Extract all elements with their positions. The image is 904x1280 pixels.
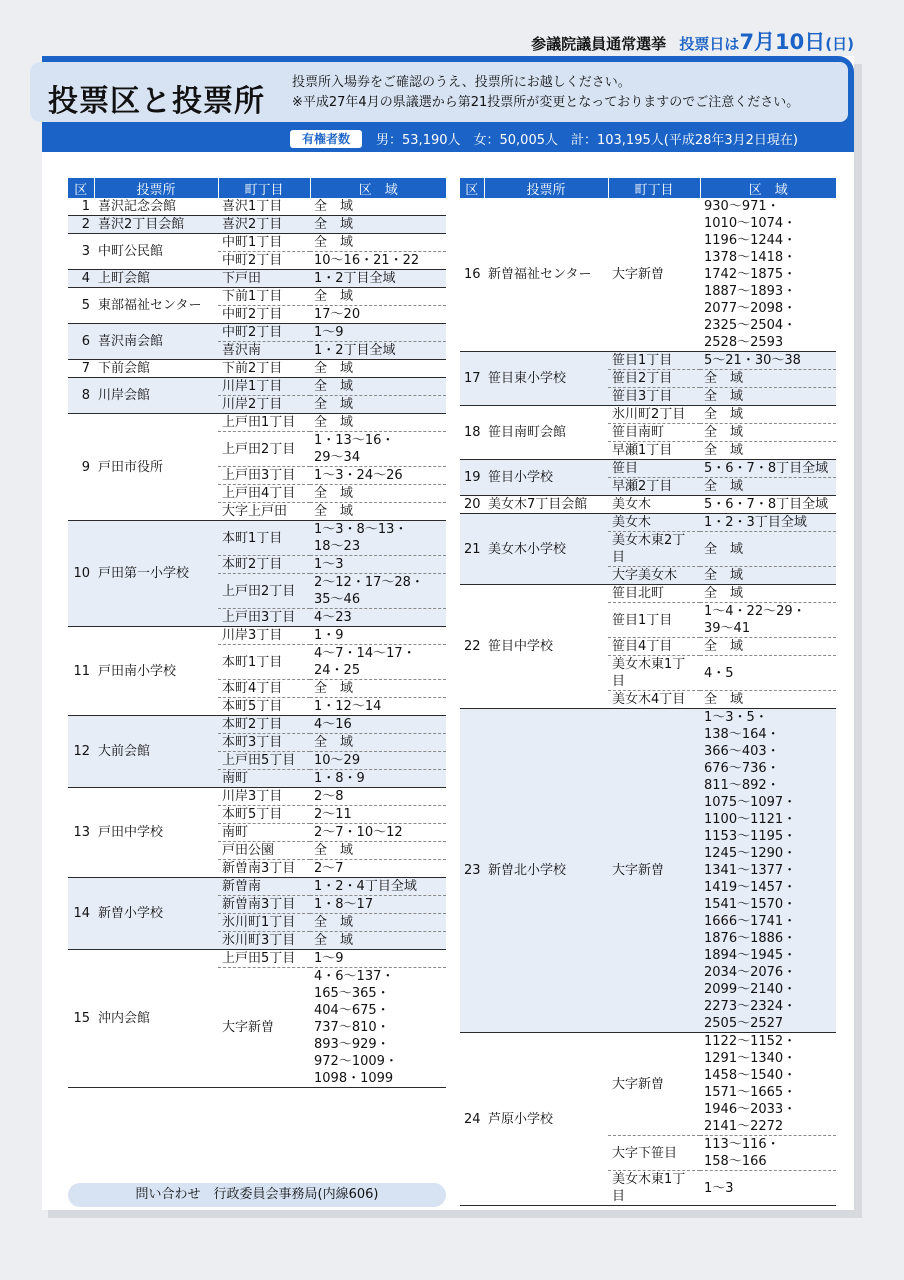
town-name: 中町2丁目 (218, 306, 310, 324)
polling-place: 美女木小学校 (484, 514, 608, 585)
area-range: 1・2丁目全域 (310, 270, 446, 288)
town-name: 川岸3丁目 (218, 788, 310, 806)
col-town: 町丁目 (218, 178, 310, 198)
town-name: 本町1丁目 (218, 645, 310, 680)
district-group (460, 352, 836, 406)
col-place: 投票所 (484, 178, 608, 198)
town-name: 氷川町1丁目 (218, 914, 310, 932)
area-range: 全 域 (310, 734, 446, 752)
area-range: 1～3・8～13・ 18～23 (310, 521, 446, 556)
town-name: 笹目1丁目 (608, 352, 700, 370)
district-number: 16 (460, 198, 484, 352)
area-range: 5・6・7・8丁目全域 (700, 460, 836, 478)
town-name: 早瀬1丁目 (608, 442, 700, 460)
town-name: 美女木 (608, 496, 700, 514)
area-range: 全 域 (310, 288, 446, 306)
district-table-left (68, 178, 446, 1088)
district-number: 17 (460, 352, 484, 406)
col-place: 投票所 (94, 178, 218, 198)
area-range: 2～11 (310, 806, 446, 824)
header-notes (292, 73, 799, 113)
note-line-1: 投票所入場券をご確認のうえ、投票所にお越しください。 (292, 75, 631, 90)
election-name: 参議院議員通常選挙 (531, 35, 667, 53)
district-group (68, 878, 446, 950)
polling-place: 大前会館 (94, 716, 218, 788)
district-number: 11 (68, 627, 94, 716)
town-name: 新曽南3丁目 (218, 896, 310, 914)
area-range: 全 域 (700, 370, 836, 388)
area-range: 1～3 (310, 556, 446, 574)
polling-place: 喜沢記念会館 (94, 198, 218, 216)
area-range: 1～9 (310, 324, 446, 342)
area-range: 1・12～14 (310, 698, 446, 716)
area-range: 4・5 (700, 656, 836, 691)
table-row (68, 378, 446, 396)
district-group (460, 585, 836, 709)
area-range: 全 域 (700, 567, 836, 585)
town-name: 美女木4丁目 (608, 691, 700, 709)
town-name: 笹目2丁目 (608, 370, 700, 388)
town-name: 本町2丁目 (218, 716, 310, 734)
polling-place: 戸田市役所 (94, 414, 218, 521)
town-name: 氷川町3丁目 (218, 932, 310, 950)
area-range: 全 域 (310, 932, 446, 950)
town-name: 本町1丁目 (218, 521, 310, 556)
col-town: 町丁目 (608, 178, 700, 198)
polling-place: 新曽小学校 (94, 878, 218, 950)
area-range: 4～16 (310, 716, 446, 734)
area-range: 全 域 (700, 691, 836, 709)
area-range: 1・9 (310, 627, 446, 645)
election-date (679, 30, 854, 54)
town-name: 本町3丁目 (218, 734, 310, 752)
area-range: 全 域 (700, 442, 836, 460)
area-range: 1・8～17 (310, 896, 446, 914)
town-name: 喜沢2丁目 (218, 216, 310, 234)
polling-place: 沖内会館 (94, 950, 218, 1088)
district-group (460, 406, 836, 460)
district-group (68, 716, 446, 788)
right-table-wrap (460, 178, 836, 1206)
district-group (68, 234, 446, 270)
district-group (68, 627, 446, 716)
town-name: 笹目 (608, 460, 700, 478)
polling-place: 喜沢南会館 (94, 324, 218, 360)
date-weekday: (日) (825, 35, 854, 53)
polling-place: 新曽福祉センター (484, 198, 608, 352)
town-name: 大字新曽 (608, 1033, 700, 1136)
polling-place: 笹目小学校 (484, 460, 608, 496)
table-row (68, 950, 446, 968)
district-number: 5 (68, 288, 94, 324)
polling-place: 笹目中学校 (484, 585, 608, 709)
area-range: 4～23 (310, 609, 446, 627)
area-range: 1・2丁目全域 (310, 342, 446, 360)
area-range: 全 域 (310, 360, 446, 378)
district-group (68, 270, 446, 288)
town-name: 上戸田5丁目 (218, 950, 310, 968)
district-table-right (460, 178, 836, 1206)
district-number: 23 (460, 709, 484, 1033)
area-range: 2～8 (310, 788, 446, 806)
table-row (460, 406, 836, 424)
area-range: 2～7・10～12 (310, 824, 446, 842)
area-range: 930～971・ 1010～1074・ 1196～1244・ 1378～1418・ 1742～1875・ 1887～1893・ 2077～2098・ 2325～2504・ 2528～2593 (700, 198, 836, 352)
district-number: 1 (68, 198, 94, 216)
town-name: 本町4丁目 (218, 680, 310, 698)
area-range: 10～29 (310, 752, 446, 770)
town-name: 上戸田2丁目 (218, 574, 310, 609)
town-name: 上戸田3丁目 (218, 609, 310, 627)
town-name: 下戸田 (218, 270, 310, 288)
table-row (68, 627, 446, 645)
town-name: 本町2丁目 (218, 556, 310, 574)
date-value: 7月10日 (739, 30, 826, 54)
district-number: 20 (460, 496, 484, 514)
town-name: 上戸田2丁目 (218, 432, 310, 467)
district-group (460, 198, 836, 352)
area-range: 全 域 (700, 638, 836, 656)
district-group (68, 950, 446, 1088)
polling-place: 美女木7丁目会館 (484, 496, 608, 514)
town-name: 早瀬2丁目 (608, 478, 700, 496)
district-number: 4 (68, 270, 94, 288)
table-row (460, 514, 836, 532)
voter-count-text: 男：53,190人 女：50,005人 計：103,195人(平成28年3月2日現在) (376, 133, 798, 148)
district-group (460, 460, 836, 496)
table-row (460, 198, 836, 352)
town-name: 大字下笹目 (608, 1136, 700, 1171)
date-prefix: 投票日は (679, 35, 740, 53)
district-group (460, 496, 836, 514)
town-name: 大字新曽 (608, 709, 700, 1033)
voter-count (290, 129, 798, 148)
town-name: 川岸1丁目 (218, 378, 310, 396)
town-name: 大字上戸田 (218, 503, 310, 521)
area-range: 113～116・ 158～166 (700, 1136, 836, 1171)
district-number: 21 (460, 514, 484, 585)
area-range: 全 域 (310, 216, 446, 234)
voter-count-label: 有権者数 (290, 130, 362, 148)
table-row (68, 878, 446, 896)
district-number: 12 (68, 716, 94, 788)
town-name: 本町5丁目 (218, 806, 310, 824)
district-group (68, 216, 446, 234)
area-range: 全 域 (310, 234, 446, 252)
area-range: 1・13～16・ 29～34 (310, 432, 446, 467)
table-row (460, 709, 836, 1033)
area-range: 全 域 (700, 388, 836, 406)
table-row (460, 496, 836, 514)
table-row (68, 521, 446, 556)
area-range: 全 域 (310, 198, 446, 216)
district-number: 8 (68, 378, 94, 414)
table-row (460, 352, 836, 370)
district-group (460, 1033, 836, 1206)
table-row (68, 324, 446, 342)
polling-place: 笹目南町会館 (484, 406, 608, 460)
table-row (460, 1033, 836, 1136)
polling-place: 戸田中学校 (94, 788, 218, 878)
town-name: 氷川町2丁目 (608, 406, 700, 424)
table-row (68, 788, 446, 806)
town-name: 新曽南3丁目 (218, 860, 310, 878)
area-range: 1～3 (700, 1171, 836, 1206)
page-title: 投票区と投票所 (48, 84, 265, 119)
town-name: 笹目南町 (608, 424, 700, 442)
table-row (68, 270, 446, 288)
area-range: 全 域 (700, 406, 836, 424)
area-range: 全 域 (310, 414, 446, 432)
district-number: 14 (68, 878, 94, 950)
area-range: 1・2・4丁目全域 (310, 878, 446, 896)
left-table-wrap (68, 178, 446, 1088)
table-row (68, 288, 446, 306)
col-ku: 区 (68, 178, 94, 198)
district-group (68, 378, 446, 414)
town-name: 大字新曽 (608, 198, 700, 352)
town-name: 本町5丁目 (218, 698, 310, 716)
town-name: 上戸田5丁目 (218, 752, 310, 770)
polling-place: 新曽北小学校 (484, 709, 608, 1033)
polling-place: 喜沢2丁目会館 (94, 216, 218, 234)
table-row (68, 198, 446, 216)
district-number: 2 (68, 216, 94, 234)
area-range: 全 域 (310, 914, 446, 932)
town-name: 喜沢1丁目 (218, 198, 310, 216)
area-range: 1・2・3丁目全域 (700, 514, 836, 532)
district-number: 9 (68, 414, 94, 521)
town-name: 美女木東1丁目 (608, 656, 700, 691)
table-row (460, 585, 836, 603)
district-number: 19 (460, 460, 484, 496)
area-range: 2～7 (310, 860, 446, 878)
town-name: 新曽南 (218, 878, 310, 896)
town-name: 大字新曽 (218, 968, 310, 1088)
district-number: 7 (68, 360, 94, 378)
area-range: 10～16・21・22 (310, 252, 446, 270)
town-name: 笹目3丁目 (608, 388, 700, 406)
town-name: 川岸2丁目 (218, 396, 310, 414)
district-group (68, 414, 446, 521)
district-number: 6 (68, 324, 94, 360)
area-range: 全 域 (700, 478, 836, 496)
district-group (68, 198, 446, 216)
town-name: 美女木 (608, 514, 700, 532)
town-name: 上戸田3丁目 (218, 467, 310, 485)
district-group (68, 288, 446, 324)
area-range: 5・6・7・8丁目全域 (700, 496, 836, 514)
area-range: 1～3・5・ 138～164・ 366～403・ 676～736・ 811～892・ 1075～1097・ 1100～1121・ 1153～1195・ 1245～1290・ 1341～1377・ 1419～1457・ 1541～1570・ 1666～1741・ 1876～1886・ 1894～1945・ 2034～2076・ 2099～2140・ 2273～2324・ 2505～2527 (700, 709, 836, 1033)
election-banner (531, 26, 854, 56)
polling-place: 芦原小学校 (484, 1033, 608, 1206)
area-range: 1～9 (310, 950, 446, 968)
area-range: 1・8・9 (310, 770, 446, 788)
area-range: 4～7・14～17・ 24・25 (310, 645, 446, 680)
district-group (460, 709, 836, 1033)
polling-place: 川岸会館 (94, 378, 218, 414)
polling-place: 戸田南小学校 (94, 627, 218, 716)
polling-place: 中町公民館 (94, 234, 218, 270)
polling-place: 東部福祉センター (94, 288, 218, 324)
town-name: 笹目1丁目 (608, 603, 700, 638)
district-group (68, 521, 446, 627)
town-name: 中町2丁目 (218, 252, 310, 270)
town-name: 喜沢南 (218, 342, 310, 360)
town-name: 下前2丁目 (218, 360, 310, 378)
town-name: 上戸田4丁目 (218, 485, 310, 503)
col-ku: 区 (460, 178, 484, 198)
district-number: 24 (460, 1033, 484, 1206)
area-range: 全 域 (310, 378, 446, 396)
town-name: 戸田公園 (218, 842, 310, 860)
table-row (460, 460, 836, 478)
area-range: 全 域 (310, 396, 446, 414)
town-name: 南町 (218, 824, 310, 842)
area-range: 全 域 (700, 424, 836, 442)
polling-place: 笹目東小学校 (484, 352, 608, 406)
district-group (460, 514, 836, 585)
area-range: 1～4・22～29・ 39～41 (700, 603, 836, 638)
district-number: 18 (460, 406, 484, 460)
table-row (68, 360, 446, 378)
town-name: 川岸3丁目 (218, 627, 310, 645)
polling-place: 戸田第一小学校 (94, 521, 218, 627)
table-row (68, 716, 446, 734)
town-name: 中町2丁目 (218, 324, 310, 342)
col-area: 区 域 (310, 178, 446, 198)
town-name: 笹目4丁目 (608, 638, 700, 656)
note-line-2: ※平成27年4月の県議選から第21投票所が変更となっておりますのでご注意ください。 (292, 95, 800, 110)
area-range: 全 域 (700, 532, 836, 567)
town-name: 美女木東1丁目 (608, 1171, 700, 1206)
area-range: 1～3・24～26 (310, 467, 446, 485)
district-group (68, 788, 446, 878)
district-group (68, 324, 446, 360)
polling-place: 上町会館 (94, 270, 218, 288)
town-name: 笹目北町 (608, 585, 700, 603)
area-range: 全 域 (310, 503, 446, 521)
town-name: 中町1丁目 (218, 234, 310, 252)
area-range: 2～12・17～28・ 35～46 (310, 574, 446, 609)
polling-place: 下前会館 (94, 360, 218, 378)
area-range: 17～20 (310, 306, 446, 324)
col-area: 区 域 (700, 178, 836, 198)
district-number: 10 (68, 521, 94, 627)
area-range: 1122～1152・ 1291～1340・ 1458～1540・ 1571～1665・ 1946～2033・ 2141～2272 (700, 1033, 836, 1136)
area-range: 5～21・30～38 (700, 352, 836, 370)
town-name: 上戸田1丁目 (218, 414, 310, 432)
district-number: 15 (68, 950, 94, 1088)
area-range: 全 域 (310, 680, 446, 698)
area-range: 全 域 (700, 585, 836, 603)
table-row (68, 414, 446, 432)
table-row (68, 216, 446, 234)
town-name: 南町 (218, 770, 310, 788)
area-range: 4・6～137・ 165～365・ 404～675・ 737～810・ 893～929・ 972～1009・ 1098・1099 (310, 968, 446, 1088)
district-number: 22 (460, 585, 484, 709)
contact-info: 問い合わせ 行政委員会事務局(内線606) (68, 1183, 446, 1207)
table-row (68, 234, 446, 252)
area-range: 全 域 (310, 842, 446, 860)
district-group (68, 360, 446, 378)
town-name: 下前1丁目 (218, 288, 310, 306)
town-name: 大字美女木 (608, 567, 700, 585)
area-range: 全 域 (310, 485, 446, 503)
town-name: 美女木東2丁目 (608, 532, 700, 567)
district-number: 13 (68, 788, 94, 878)
district-number: 3 (68, 234, 94, 270)
